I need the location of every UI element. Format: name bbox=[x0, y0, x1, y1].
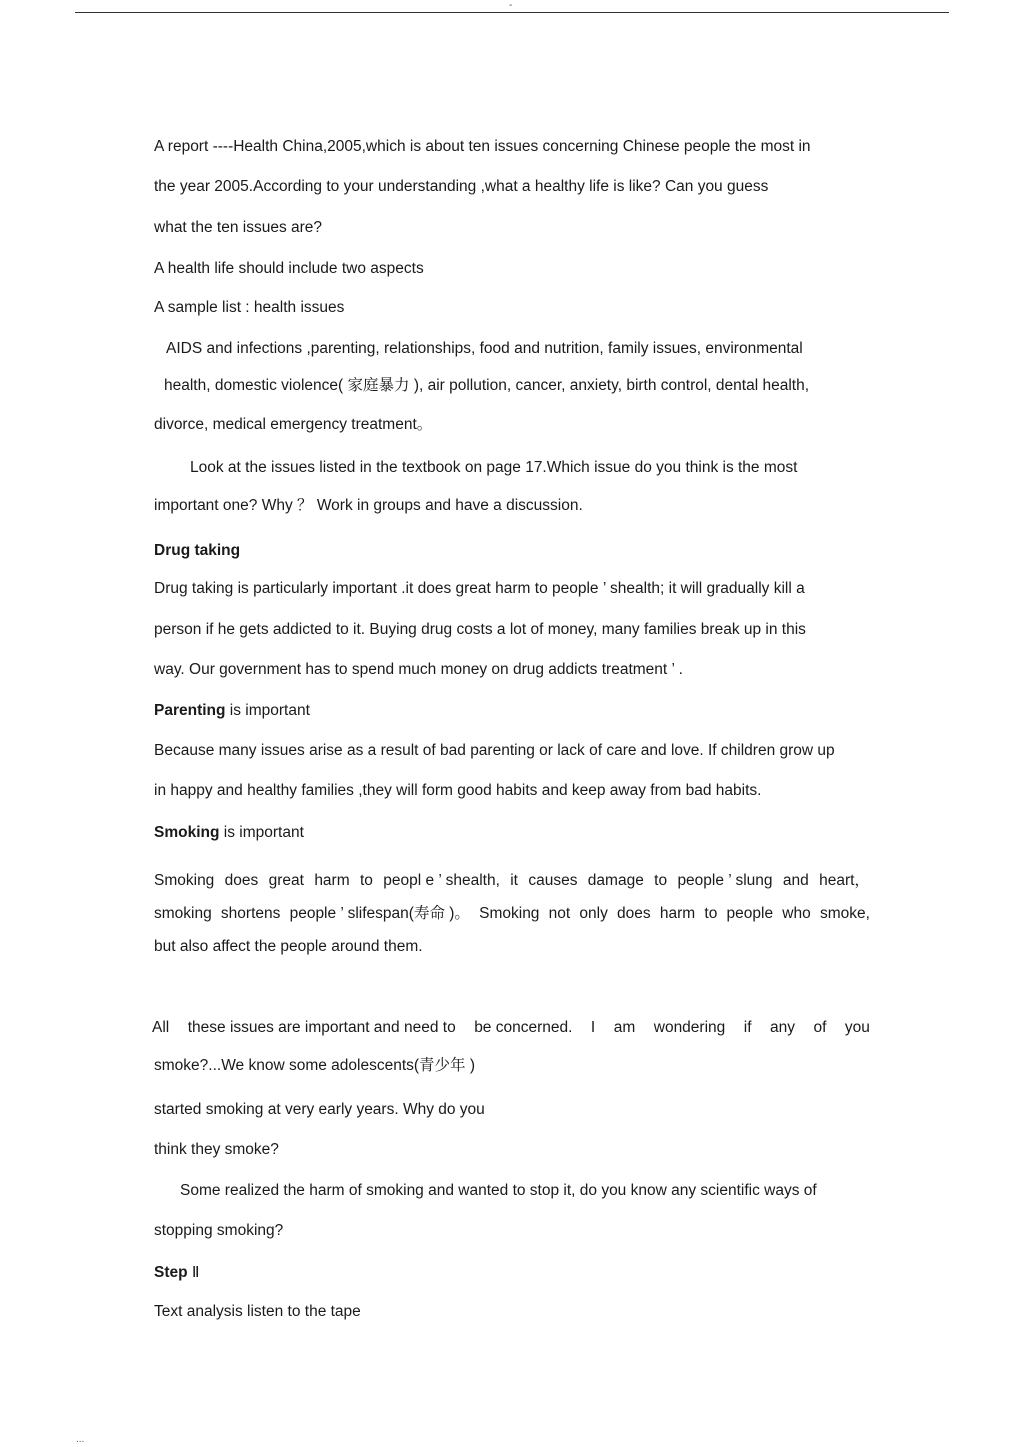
wondering-line-1-word: of bbox=[813, 1019, 827, 1036]
smoking-line-1-word: and bbox=[782, 872, 809, 889]
issues-line-3: divorce, medical emergency treatment。 bbox=[154, 416, 433, 433]
wondering-line-1-word: wondering bbox=[653, 1019, 726, 1036]
step-heading bbox=[154, 1263, 200, 1283]
smoking-line-1-word: damage bbox=[587, 872, 644, 889]
smoking-line-1-word: Smoking bbox=[154, 872, 215, 889]
sample-list-line: A sample list : health issues bbox=[154, 299, 345, 316]
discussion-line-2: important one? Why ？ Work in groups and have a discussion. bbox=[154, 497, 583, 514]
wondering-line-1-word: you bbox=[844, 1019, 870, 1036]
issues-line-2: health, domestic violence( 家庭暴力 ), air pollution, cancer, anxiety, birth control, dental health, bbox=[164, 377, 809, 394]
header-rule bbox=[75, 12, 949, 13]
smoking-line-2-word: people ’ slifespan(寿命 )。 bbox=[289, 905, 470, 922]
intro-line-2: the year 2005.According to your understanding ,what a healthy life is like? Can you guess bbox=[154, 178, 769, 195]
parenting-heading-rest: is important bbox=[225, 702, 310, 719]
smoking-line-2-word: people bbox=[726, 905, 774, 922]
smoking-line-2-word: harm bbox=[659, 905, 696, 922]
step-heading-rest: Ⅱ bbox=[187, 1264, 200, 1281]
wondering-line-1-word: any bbox=[770, 1019, 795, 1036]
smoking-line-2-word: shortens bbox=[220, 905, 281, 922]
smoking-line-1-word: heart， bbox=[819, 872, 870, 889]
intro-line-3: what the ten issues are? bbox=[154, 219, 323, 236]
drug-heading: Drug taking bbox=[154, 542, 241, 559]
drug-line-2: person if he gets addicted to it. Buying drug costs a lot of money, many families break up in this bbox=[154, 621, 806, 638]
smoking-line-1-word: harm bbox=[314, 872, 350, 889]
parenting-line-2: in happy and healthy families ,they will form good habits and keep away from bad habits. bbox=[154, 782, 762, 799]
wondering-line-1-word: I bbox=[590, 1019, 596, 1036]
smoking-line-1-word: peopl e ’ shealth, bbox=[383, 872, 500, 889]
drug-line-3: way. Our government has to spend much money on drug addicts treatment ’ . bbox=[154, 661, 683, 678]
smoking-heading bbox=[154, 823, 304, 843]
aspects-line: A health life should include two aspects bbox=[154, 260, 424, 277]
wondering-line-2: smoke?...We know some adolescents(青少年 ) bbox=[154, 1057, 476, 1074]
wondering-line-1-word: if bbox=[743, 1019, 752, 1036]
smoking-line-3: but also affect the people around them. bbox=[154, 938, 423, 955]
smoking-line-2-word: not bbox=[548, 905, 571, 922]
smoking-heading-bold: Smoking bbox=[154, 824, 220, 841]
smoking-line-1-word: does bbox=[224, 872, 259, 889]
parenting-line-1: Because many issues arise as a result of bad parenting or lack of care and love. If children grow up bbox=[154, 742, 835, 759]
parenting-heading bbox=[154, 701, 310, 721]
smoking-line-2 bbox=[154, 904, 870, 924]
smoking-line-1-word: to bbox=[359, 872, 373, 889]
discussion-line-1: Look at the issues listed in the textbook on page 17.Which issue do you think is the most bbox=[190, 459, 798, 476]
wondering-line-1 bbox=[152, 1018, 870, 1038]
footer-mark: ... bbox=[76, 1434, 85, 1445]
smoking-line-1-word: great bbox=[268, 872, 304, 889]
smoking-line-1 bbox=[154, 871, 870, 891]
wondering-line-1-word: All bbox=[152, 1019, 170, 1036]
smoking-line-1-word: to bbox=[654, 872, 668, 889]
smoking-line-2-word: only bbox=[579, 905, 608, 922]
smoking-line-2-word: who bbox=[782, 905, 811, 922]
drug-line-1: Drug taking is particularly important .it does great harm to people ’ shealth; it will gradually kill a bbox=[154, 580, 805, 597]
wondering-line-3: started smoking at very early years. Why do you bbox=[154, 1101, 485, 1118]
step-line-1: Text analysis listen to the tape bbox=[154, 1303, 361, 1320]
smoking-line-1-word: it bbox=[510, 872, 518, 889]
smoking-line-2-word: to bbox=[704, 905, 718, 922]
smoking-line-2-word: does bbox=[617, 905, 651, 922]
smoking-line-2-word: smoking bbox=[154, 905, 212, 922]
parenting-heading-bold: Parenting bbox=[154, 702, 226, 719]
wondering-line-1-word: be concerned. bbox=[474, 1019, 573, 1036]
smoking-line-2-word: smoke, bbox=[819, 905, 870, 922]
step-heading-bold: Step bbox=[154, 1264, 188, 1281]
wondering-line-4: think they smoke? bbox=[154, 1141, 279, 1158]
issues-line-1: AIDS and infections ,parenting, relationships, food and nutrition, family issues, environmental bbox=[166, 340, 803, 357]
stopping-line-1: Some realized the harm of smoking and wanted to stop it, do you know any scientific ways of bbox=[180, 1182, 817, 1199]
smoking-heading-rest: is important bbox=[219, 824, 304, 841]
smoking-line-2-word: Smoking bbox=[479, 905, 540, 922]
stopping-line-2: stopping smoking? bbox=[154, 1222, 284, 1239]
intro-line-1: A report ----Health China,2005,which is about ten issues concerning Chinese people the most in bbox=[154, 138, 811, 155]
smoking-line-1-word: people ’ slung bbox=[677, 872, 773, 889]
smoking-line-1-word: causes bbox=[528, 872, 578, 889]
wondering-line-1-word: am bbox=[613, 1019, 636, 1036]
wondering-line-1-word: these issues are important and need to bbox=[187, 1019, 456, 1036]
header-mark: - bbox=[509, 0, 513, 11]
